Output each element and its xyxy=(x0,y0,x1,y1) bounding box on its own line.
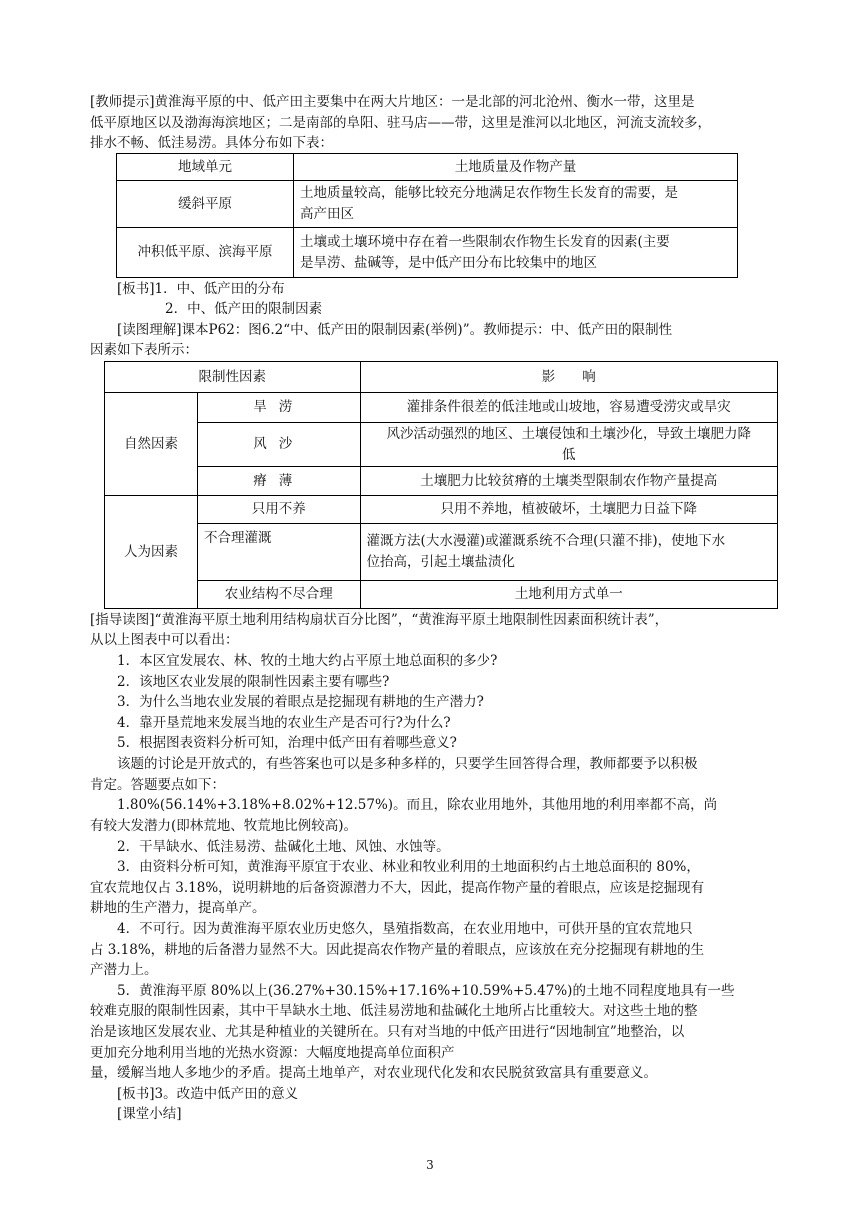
effect-cell: 灌溉方法(大水漫灌)或灌溉系统不合理(只灌不排)，使地下水 位抬高，引起土壤盐渍化 xyxy=(360,524,777,581)
answer-line: 占 3.18%，耕地的后备潜力显然不大。因此提高农作物产量的着眼点，应该放在充分挖掘现有耕地的生 xyxy=(90,942,705,958)
distribution-table xyxy=(116,153,738,278)
answer-line: 产潜力上。 xyxy=(90,962,158,978)
section-heading: [课堂小结] xyxy=(117,1106,182,1122)
question-item: 4．靠开垦荒地来发展当地的农业生产是否可行?为什么? xyxy=(117,715,451,731)
answer-line: 更加充分地利用当地的光热水资源：大幅度地提高单位面积产 xyxy=(90,1045,455,1061)
paragraph-line: 从以上图表中可以看出： xyxy=(90,632,239,648)
effect-cell: 灌排条件很差的低洼地或山坡地，容易遭受涝灾或旱灾 xyxy=(360,393,777,423)
paragraph-line: 因素如下表所示： xyxy=(90,342,198,358)
answer-line: 治是该地区发展农业、尤其是种植业的关键所在。只有对当地的中低产田进行“因地制宜”地整治，以 xyxy=(90,1024,685,1040)
table-header: 限制性因素 xyxy=(105,362,361,393)
effect-cell: 只用不养地，植被破坏，土壤肥力日益下降 xyxy=(360,496,777,524)
table-header: 土地质量及作物产量 xyxy=(294,154,738,181)
answer-line: 4．不可行。因为黄淮海平原农业历史悠久，垦殖指数高，在农业用地中，可供开垦的宜农荒地只 xyxy=(117,921,693,937)
answer-line: 3．由资料分析可知，黄淮海平原宜于农业、林业和牧业利用的土地面积约占土地总面积的 80%， xyxy=(117,859,700,875)
question-item: 5．根据图表资料分析可知，治理中低产田有着哪些意义? xyxy=(117,735,457,751)
category-cell: 人为因素 xyxy=(105,496,198,609)
paragraph-line: [教师提示]黄淮海平原的中、低产田主要集中在两大片地区：一是北部的河北沧州、衡水一带，这里是 xyxy=(90,94,695,110)
answer-line: 5．黄淮海平原 80%以上(36.27%+30.15%+17.16%+10.59%+5.47%)的土地不同程度地具有一些 xyxy=(117,983,735,999)
effect-cell: 土壤肥力比较贫瘠的土壤类型限制农作物产量提高 xyxy=(360,467,777,496)
factor-cell: 只用不养 xyxy=(198,496,361,524)
factor-cell: 农业结构不尽合理 xyxy=(198,581,361,609)
factor-cell: 瘠薄 xyxy=(198,467,361,496)
factor-cell: 旱涝 xyxy=(198,393,361,423)
board-note: 2．中、低产田的限制因素 xyxy=(165,301,323,317)
table-cell: 冲积低平原、滨海平原 xyxy=(117,228,294,278)
effect-cell: 土地利用方式单一 xyxy=(360,581,777,609)
answer-line: 量，缓解当地人多地少的矛盾。提高土地单产，对农业现代化发和农民脱贫致富具有重要意义。 xyxy=(90,1065,657,1081)
question-item: 2．该地区农业发展的限制性因素主要有哪些? xyxy=(117,674,390,690)
answer-line: 耕地的生产潜力，提高单产。 xyxy=(90,900,266,916)
category-cell: 自然因素 xyxy=(105,393,198,496)
paragraph-line: 肯定。答题要点如下： xyxy=(90,777,225,793)
paragraph-line: [读图理解]课本P62：图6.2“中、低产田的限制因素(举例)”。教师提示：中、低产田的限制性 xyxy=(117,322,673,338)
factor-cell: 风沙 xyxy=(198,423,361,467)
answer-line: 宜农荒地仅占 3.18%，说明耕地的后备资源潜力不大，因此，提高作物产量的着眼点，应该是挖掘现有 xyxy=(90,880,705,896)
table-cell: 土地质量较高，能够比较充分地满足农作物生长发育的需要，是 高产田区 xyxy=(294,181,738,228)
table-header: 地域单元 xyxy=(117,154,294,181)
board-note: [板书]1．中、低产田的分布 xyxy=(117,281,285,297)
board-note: [板书]3。改造中低产田的意义 xyxy=(117,1086,299,1102)
question-item: 3．为什么当地农业发展的着眼点是挖掘现有耕地的生产潜力? xyxy=(117,694,484,710)
answer-line: 较难克服的限制性因素，其中干旱缺水土地、低洼易涝地和盐碱化土地所占比重较大。对这些土地的整 xyxy=(90,1003,698,1019)
paragraph-line: 排水不畅、低洼易涝。具体分布如下表： xyxy=(90,135,333,151)
factor-cell: 不合理灌溉 xyxy=(198,524,361,581)
answer-line: 2．干旱缺水、低洼易涝、盐碱化土地、风蚀、水蚀等。 xyxy=(117,839,450,855)
effect-cell: 风沙活动强烈的地区、土壤侵蚀和土壤沙化，导致土壤肥力降 低 xyxy=(360,423,777,467)
answer-line: 有较大发潜力(即林荒地、牧荒地比例较高)。 xyxy=(90,818,358,834)
page-number: 3 xyxy=(426,1158,434,1172)
answer-line: 1.80%(56.14%+3.18%+8.02%+12.57%)。而且，除农业用地外，其他用地的利用率都不高，尚 xyxy=(117,797,718,813)
table-header: 影 响 xyxy=(360,362,777,393)
paragraph-line: 该题的讨论是开放式的，有些答案也可以是多种多样的，只要学生回答得合理，教师都要予以积极 xyxy=(117,756,698,772)
limiting-factors-table xyxy=(104,361,778,609)
paragraph-line: [指导读图]“黄淮海平原土地利用结构扇状百分比图”，“黄淮海平原土地限制性因素面积统计表”， xyxy=(90,612,669,628)
paragraph-line: 低平原地区以及渤海海滨地区；二是南部的阜阳、驻马店——带，这里是淮河以北地区，河流支流较多， xyxy=(90,115,711,131)
table-cell: 土壤或土壤环境中存在着一些限制农作物生长发育的因素(主要 是旱涝、盐碱等，是中低产田分布比较集中的地区 xyxy=(294,228,738,278)
table-cell: 缓斜平原 xyxy=(117,181,294,228)
question-item: 1．本区宜发展农、林、牧的土地大约占平原土地总面积的多少? xyxy=(117,653,498,669)
